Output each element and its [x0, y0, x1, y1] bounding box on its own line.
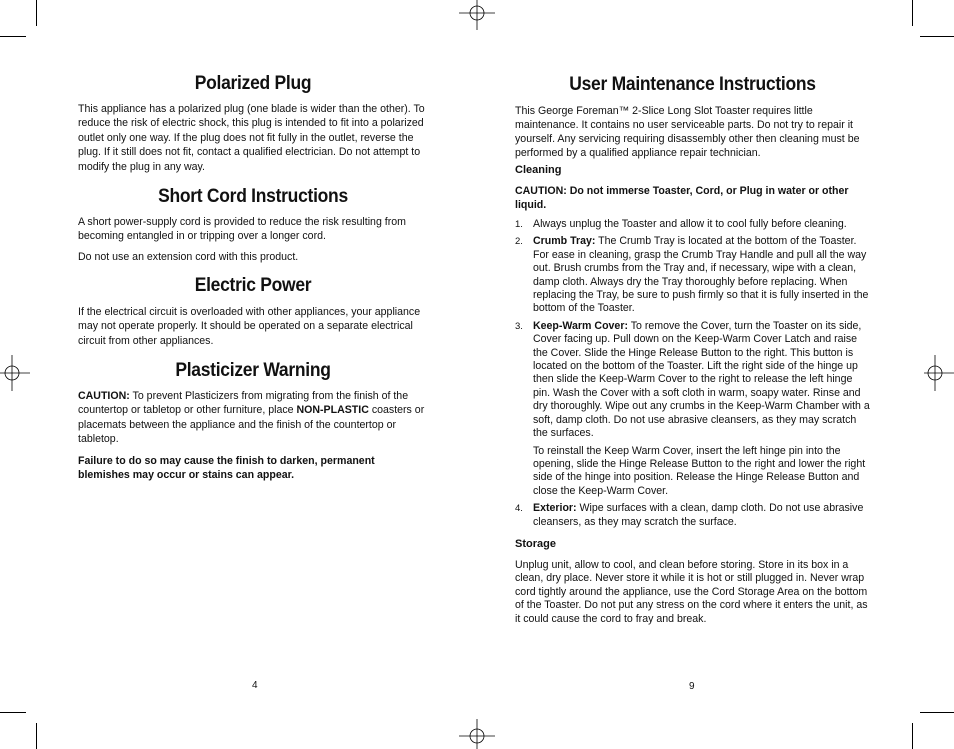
caution-label: CAUTION:: [78, 390, 130, 402]
storage-heading: Storage: [515, 538, 556, 550]
maintenance-intro: This George Foreman™ 2-Slice Long Slot Toaster requires little maintenance. It contains no user serviceable parts. Do not try to repair it yourself. Any servicing requiring disassembly other then cleaning must be performed by a qualified appliance repair technician.: [515, 105, 860, 159]
crop-mark: [920, 36, 954, 37]
page-number-left: 4: [252, 680, 258, 691]
caution-strong: NON-PLASTIC: [296, 404, 369, 417]
registration-mark-icon: [459, 0, 495, 30]
list-item: 1. Always unplug the Toaster and allow it to cool fully before cleaning.: [515, 218, 847, 230]
electric-power-text: If the electrical circuit is overloaded with other appliances, your appliance may not operate properly. It should be operated on a separate electrical circuit from other appliances.: [78, 306, 421, 347]
cleaning-heading: Cleaning: [515, 164, 562, 176]
polarized-plug-text: This appliance has a polarized plug (one blade is wider than the other). To reduce the risk of electric shock, this plug is intended to fit into a polarized outlet only one way. If the plug does not fit fully in the outlet, reverse the plug. If it still does not fit, contact a qualified electrician. Do not attempt to modify the plug in any way.: [78, 103, 425, 173]
plasticizer-caution: [78, 389, 428, 447]
list-item: 4. Exterior: Wipe surfaces with a clean, damp cloth. Do not use abrasive cleansers, as they may scratch the surface.: [515, 502, 864, 528]
storage-text: Unplug unit, allow to cool, and clean before storing. Store in its box in a clean, dry place. Never store it while it is hot or still plugged in. Never wrap cord tightly around the appliance, use the Cord Storage Area on the bottom of the Toaster. Do not put any stress on the cord where it enters the unit, as it could cause the cord to fray and break.: [515, 559, 868, 625]
page-number-right: 9: [689, 681, 695, 692]
reinstall-text: To reinstall the Keep Warm Cover, insert the left hinge pin into the opening, slide the Hinge Release Button to the right and lower the right side of the hinge into position. Release the Hinge Release Button and close the Keep-Warm Cover.: [533, 444, 866, 497]
crop-mark: [920, 712, 954, 713]
section-title-plasticizer: Plasticizer Warning: [175, 360, 331, 381]
list-item: 3. Keep-Warm Cover: To remove the Cover, turn the Toaster on its side, Cover facing up. Pull down on the Keep-Warm Cover Latch and raise the Cover. Slide the Hinge Release Button to the right. This button is located on the bottom of the Toaster. Lift the right side of the hinge up then slide the Keep-Warm Cover to the right to release the left hinge pin. Wash the Cover with a soft cloth in warm, soapy water. Rinse and dry thoroughly. Wipe out any crumbs in the Keep-Warm Chamber with a soft, damp cloth. Do not use abrasive cleansers, as they may scratch the surfaces. To reinstall the Keep Warm Cover, insert the left hinge pin into the opening, slide the Hinge Release Button to the right and lower the right side of the hinge into position. Release the Hinge Release Button and close the Keep-Warm Cover.: [515, 319, 870, 497]
crop-mark: [0, 712, 26, 713]
crop-mark: [36, 0, 37, 26]
registration-mark-icon: [0, 355, 30, 391]
crop-mark: [36, 723, 37, 749]
registration-mark-icon: [459, 719, 495, 749]
extension-cord-text: Do not use an extension cord with this product.: [78, 251, 299, 263]
caution-text-end: coasters or placemats between the appliance and the finish of the countertop or tabletop.: [78, 404, 425, 446]
crop-mark: [0, 36, 26, 37]
section-title-short-cord: Short Cord Instructions: [158, 186, 348, 207]
registration-mark-icon: [924, 355, 954, 391]
cleaning-caution: CAUTION: Do not immerse Toaster, Cord, or Plug in water or other liquid.: [515, 185, 849, 211]
section-title-electric-power: Electric Power: [194, 275, 312, 296]
caution-text: To prevent Plasticizers from migrating from the finish of the countertop or tabletop or other furniture, place: [78, 390, 409, 417]
crop-mark: [912, 0, 913, 26]
crop-mark: [912, 723, 913, 749]
list-item: 2. Crumb Tray: The Crumb Tray is located at the bottom of the Toaster. For ease in cleaning, grasp the Crumb Tray Handle and pull all the way out. Brush crumbs from the Tray and, if necessary, wipe with a clean, damp cloth. Always dry the Tray thoroughly before replacing. When replacing the Tray, be sure to push firmly so that it is fully inserted in the bottom of the Toaster.: [515, 235, 869, 315]
failure-warning: Failure to do so may cause the finish to darken, permanent blemishes may occur or stains can appear.: [78, 455, 375, 482]
page-title-maintenance: User Maintenance Instructions: [569, 74, 816, 95]
cleaning-steps: [515, 218, 870, 529]
short-cord-text: A short power-supply cord is provided to reduce the risk resulting from becoming entangled in or tripping over a longer cord.: [78, 216, 406, 243]
section-title-polarized-plug: Polarized Plug: [194, 73, 312, 94]
